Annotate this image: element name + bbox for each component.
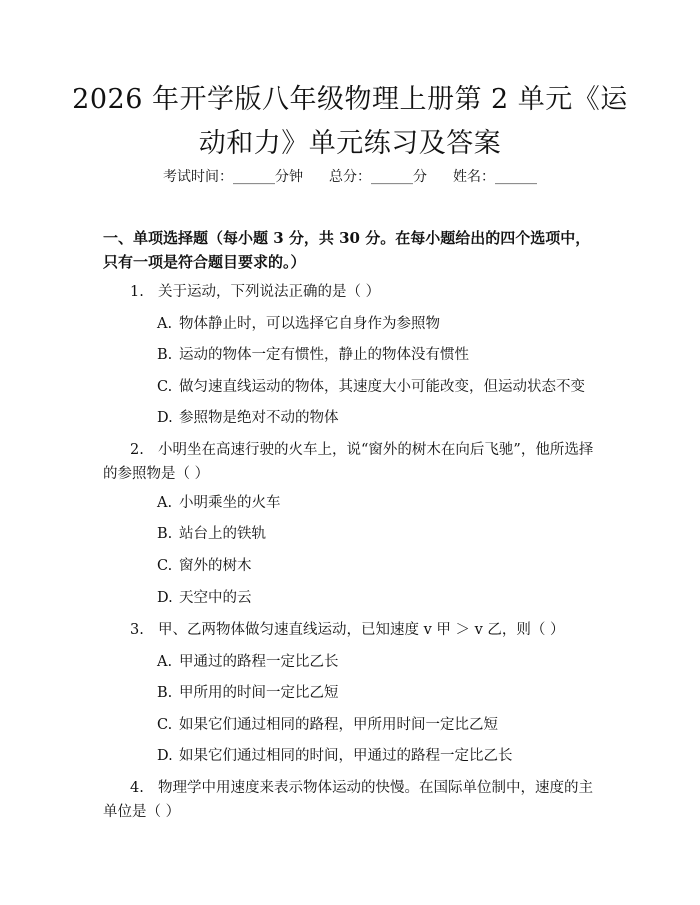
option-text: 甲通过的路程一定比乙长: [179, 654, 339, 670]
question-2-option-d: [157, 586, 607, 610]
name-field: 姓名：______: [453, 169, 537, 185]
option-letter: B.: [157, 526, 173, 542]
question-1-option-d: [157, 406, 607, 430]
question-1-option-c: [157, 375, 607, 399]
question-2-option-a: [157, 491, 607, 515]
question-1-option-b: [157, 343, 607, 367]
option-text: 做匀速直线运动的物体，其速度大小可能改变，但运动状态不变: [179, 379, 585, 395]
option-text: 小明乘坐的火车: [179, 495, 281, 511]
option-text: 如果它们通过相同的时间，甲通过的路程一定比乙长: [179, 748, 513, 764]
question-number: 3.: [130, 622, 144, 638]
question-number: 1.: [130, 284, 144, 300]
option-letter: C.: [157, 379, 173, 395]
question-number: 2.: [130, 442, 144, 458]
option-letter: C.: [157, 558, 173, 574]
option-letter: C.: [157, 717, 173, 733]
option-letter: A.: [157, 316, 173, 332]
question-3-option-b: [157, 681, 607, 705]
option-letter: D.: [157, 748, 173, 764]
question-1: [103, 280, 603, 304]
question-2: [103, 438, 603, 486]
option-text: 天空中的云: [179, 590, 252, 606]
exam-time-field: 考试时间：______分钟: [163, 169, 303, 185]
question-3-option-c: [157, 713, 607, 737]
option-letter: B.: [157, 685, 173, 701]
question-text: 物理学中用速度来表示物体运动的快慢。在国际单位制中，速度的主单位是（ ）: [103, 780, 593, 820]
option-text: 窗外的树木: [179, 558, 252, 574]
question-4: [103, 776, 603, 824]
option-text: 物体静止时，可以选择它自身作为参照物: [179, 316, 440, 332]
option-letter: B.: [157, 347, 173, 363]
question-text: 甲、乙两物体做匀速直线运动，已知速度 v 甲 ＞ v 乙，则（ ）: [158, 622, 565, 638]
question-2-option-c: [157, 554, 607, 578]
question-text: 小明坐在高速行驶的火车上，说“窗外的树木在向后飞驰”，他所选择的参照物是（ ）: [103, 442, 594, 482]
question-2-option-b: [157, 522, 607, 546]
question-3-option-a: [157, 650, 607, 674]
question-1-option-a: [157, 312, 607, 336]
option-letter: A.: [157, 654, 173, 670]
question-number: 4.: [130, 780, 144, 796]
exam-info-line: [0, 166, 700, 188]
option-text: 甲所用的时间一定比乙短: [179, 685, 339, 701]
option-text: 如果它们通过相同的路程，甲所用时间一定比乙短: [179, 717, 498, 733]
option-letter: D.: [157, 410, 173, 426]
option-text: 参照物是绝对不动的物体: [179, 410, 339, 426]
document-title: 2026 年开学版八年级物理上册第 2 单元《运动和力》单元练习及答案: [72, 84, 628, 159]
section-heading-single-choice: 一、单项选择题（每小题 3 分，共 30 分。在每小题给出的四个选项中，只有一项是符合题目要求的。）: [103, 229, 591, 271]
question-3-option-d: [157, 744, 607, 768]
option-text: 站台上的铁轨: [179, 526, 266, 542]
question-text: 关于运动，下列说法正确的是（ ）: [158, 284, 381, 300]
question-3: [103, 618, 603, 642]
option-text: 运动的物体一定有惯性，静止的物体没有惯性: [179, 347, 469, 363]
option-letter: A.: [157, 495, 173, 511]
total-score-field: 总分：______分: [329, 169, 427, 185]
option-letter: D.: [157, 590, 173, 606]
